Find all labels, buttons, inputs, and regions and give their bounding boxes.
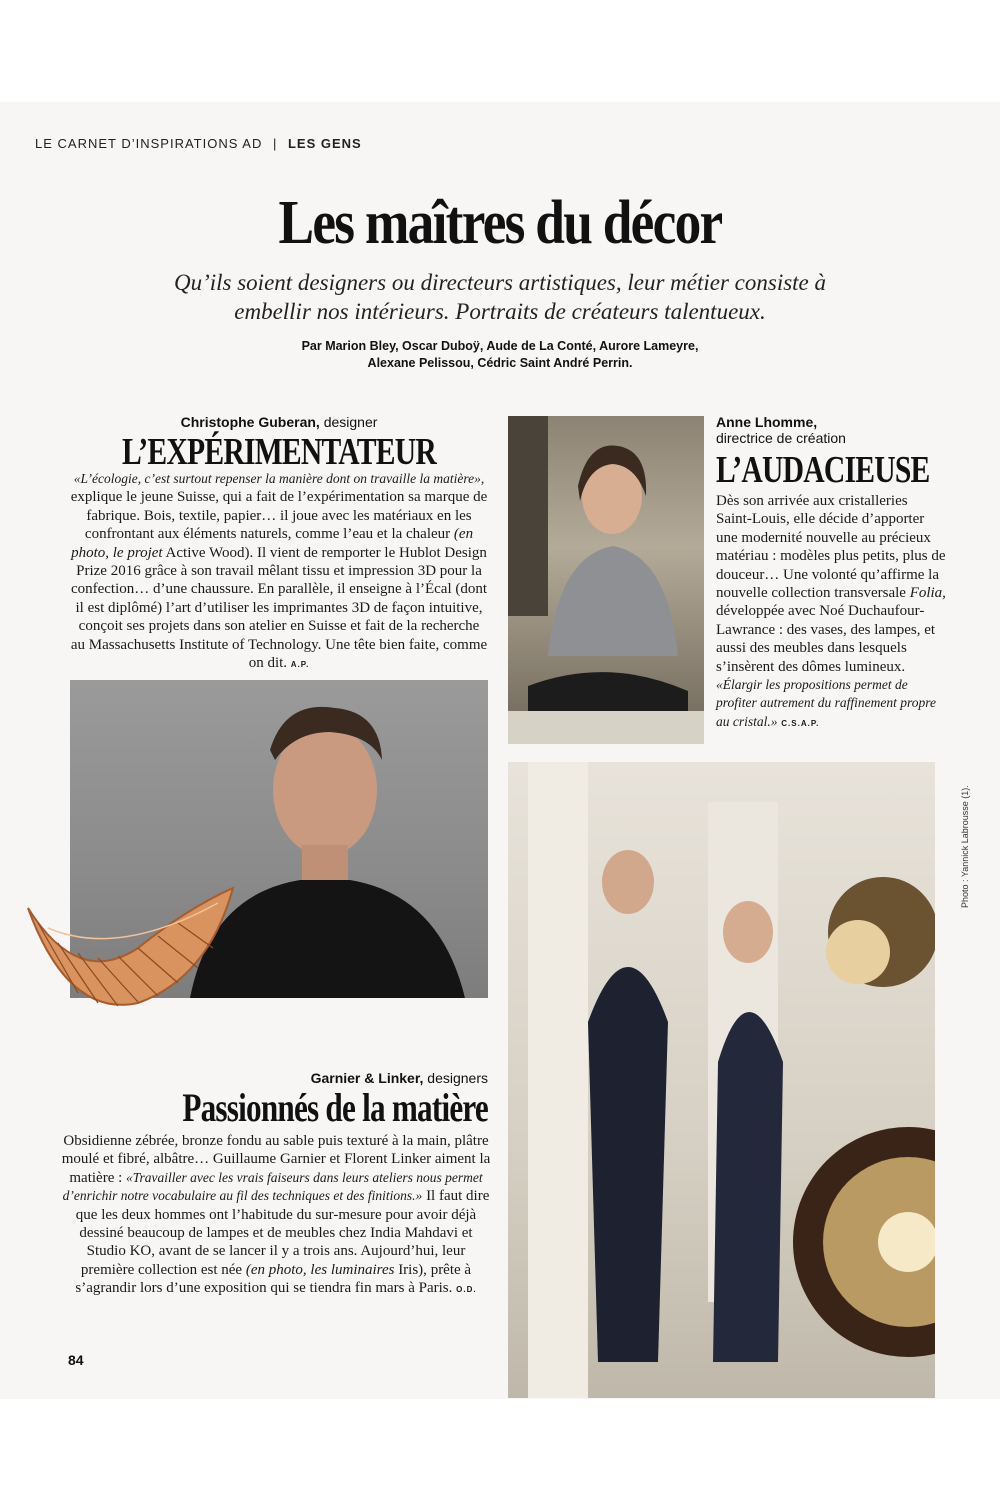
wood-lattice-icon [18, 868, 238, 1018]
article1-text1: explique le jeune Suisse, qui a fait de l’expérimentation sa marque de fabrique. Bois, textile, papier… il joue avec les matériaux en les confrontant aux éléments naturels, comme l’eau et la chaleur [70, 489, 488, 543]
article2-text2: développée avec Noé Duchaufour-Lawrance : des vases, des lampes, et aussi des meubles dans lesquels s’insèrent des dômes lumineux. [716, 603, 936, 675]
article3-text3: prête à s’agrandir lors d’une exposition qui se tiendra fin mars à Paris. [75, 1261, 472, 1297]
article3-text1: Obsidienne zébrée, bronze fondu au sable puis texturé à la main, plâtre moulé et fibré, albâtre… Guillaume Garnier et Florent Linker aiment la matière : [61, 1133, 491, 1186]
photo-credit: Photo : Yannick Labrousse (1). [960, 785, 970, 908]
article3-photo-note: (en photo, les luminaires [245, 1261, 395, 1278]
article1-text2: Il vient de remporter le Hublot Design Prize 2016 grâce à son travail mêlant tissu et impression 3D pour la confection… d’une chaussure. En parallèle, il enseigne à l’Écal (dont il est diplômé) l’art d’utiliser les imprimantes 3D de façon intuitive, conçoit ses projets dans son atelier en Suisse et fait de la recherche au Massachusetts Institute of Technology. Une tête bien faite, comme on dit. [70, 544, 488, 672]
article1-body [70, 470, 488, 674]
article3-name: Garnier & Linker, [310, 1070, 424, 1086]
page-number: 84 [68, 1352, 84, 1368]
section-label: LE CARNET D’INSPIRATIONS AD [35, 136, 263, 151]
duo-photo-garnier-linker [508, 762, 935, 1398]
anne-illustration [508, 416, 704, 744]
article2-heading: L’AUDACIEUSE [716, 449, 930, 491]
article3-signature: O.D. [456, 1285, 477, 1295]
duo-illustration [508, 762, 935, 1398]
portrait-photo-anne [508, 416, 704, 744]
article1-role: designer [323, 414, 378, 430]
section-header [35, 136, 362, 151]
article3-kicker [70, 1070, 488, 1086]
article1-photo-note: (en photo, le projet [71, 526, 474, 561]
article2-role: directrice de création [716, 430, 846, 446]
intro-text: Qu’ils soient designers ou directeurs artistiques, leur métier consiste à embellir nos intérieurs. Portraits de créateurs talentueux. [173, 270, 827, 324]
article1-name: Christophe Guberan, [180, 414, 320, 430]
byline-line-1: Par Marion Bley, Oscar Duboÿ, Aude de La Conté, Aurore Lameyre, [301, 339, 699, 353]
byline-line-2: Alexane Pelissou, Cédric Saint André Perrin. [367, 356, 633, 370]
article1-heading: L’EXPÉRIMENTATEUR [122, 431, 436, 473]
article1-quote: «L’écologie, c’est surtout repenser la manière dont on travaille la matière», [73, 471, 485, 486]
article2-quote: «Élargir les propositions permet de profiter autrement du raffinement propre au cristal.» [716, 677, 936, 729]
article1-project: Active Wood). [165, 544, 254, 561]
subsection-label: LES GENS [287, 136, 362, 151]
article3-body [60, 1132, 492, 1300]
byline [200, 338, 800, 372]
article2-collection: Folia, [909, 585, 946, 602]
article2-signature: C.S.A.P. [781, 718, 820, 728]
article2-text1: Dès son arrivée aux cristalleries Saint-Louis, elle décide d’apporter une modernité nouvelle au précieux matériau : modèles plus petits, plus de douceur… Une volonté qu’affirme la nouvelle collection transversale [716, 493, 946, 602]
header-separator: | [272, 136, 278, 151]
article2-name: Anne Lhomme, [716, 414, 818, 430]
article1-signature: A.P. [290, 660, 310, 670]
article3-product: Iris), [398, 1261, 427, 1278]
article3-role: designers [427, 1070, 488, 1086]
article3-quote: «Travailler avec les vrais faiseurs dans leurs ateliers nous permet d’enrichir notre vocabulaire au fil des techniques et des finitions.» [62, 1169, 483, 1204]
article2-body [716, 492, 946, 733]
article1-kicker [70, 414, 488, 430]
active-wood-sculpture [18, 868, 238, 1018]
article3-text2: Il faut dire que les deux hommes ont l’habitude du sur-mesure pour avoir déjà dessiné beaucoup de lampes et de meubles chez India Mahdavi et Studio KO, avant de se lancer il y a trois ans. Aujourd’hui, leur première collection est née [75, 1188, 490, 1278]
article3-heading: Passionnés de la matière [182, 1085, 488, 1130]
page-title: Les maîtres du décor [278, 189, 722, 257]
article2-kicker [716, 414, 976, 446]
